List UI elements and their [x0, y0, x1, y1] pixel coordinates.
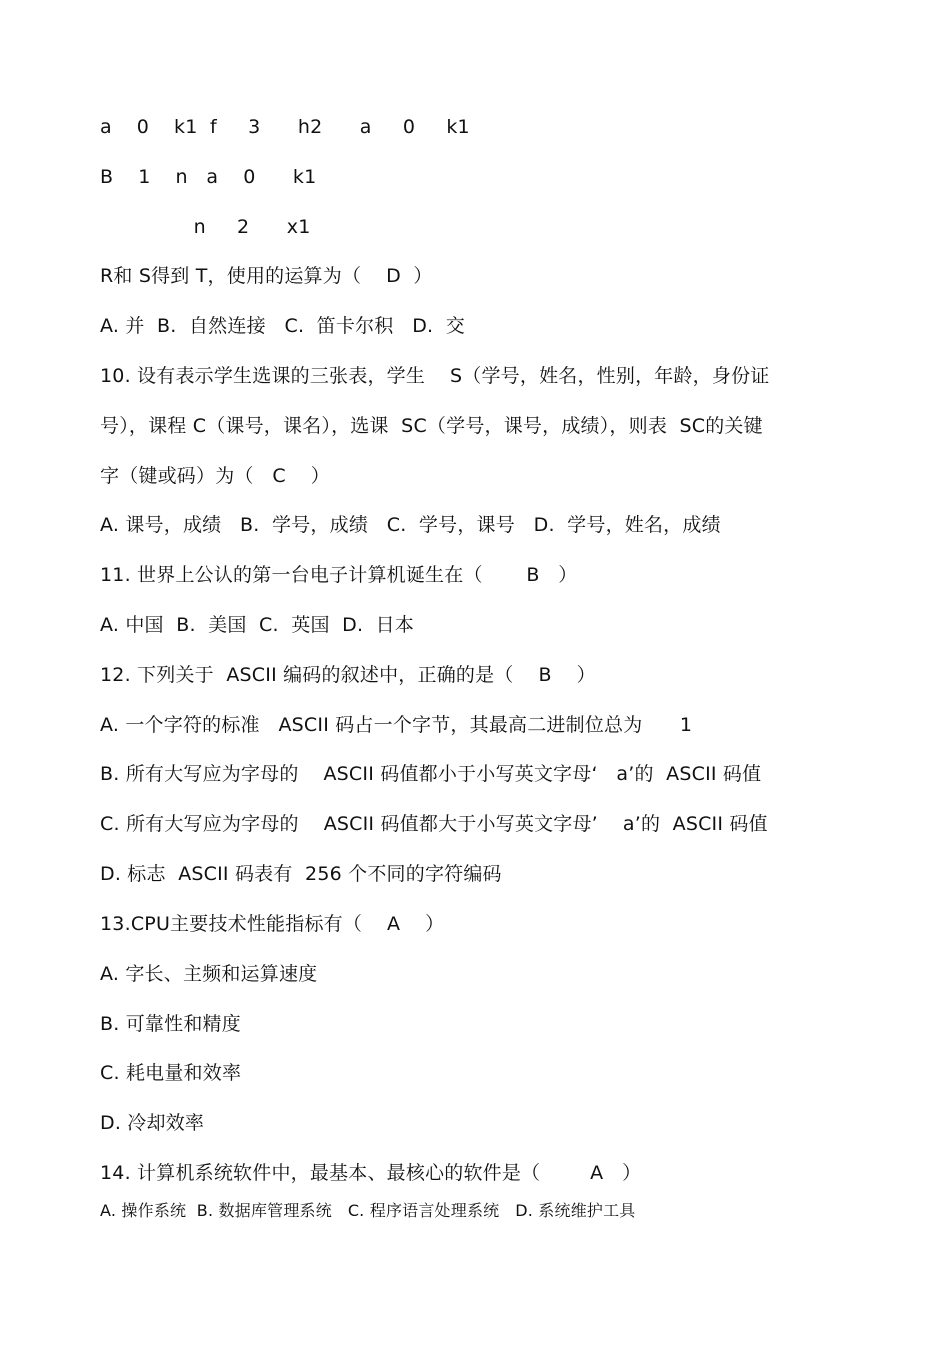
- answer-option: B. 所有大写应为字母的 ASCII 码值都小于小写英文字母‘ a’的 ASCII 码值: [100, 763, 762, 785]
- answer-options: A. 并 B. 自然连接 C. 笛卡尔积 D. 交: [100, 315, 465, 337]
- answer-option: A. 一个字符的标准 ASCII 码占一个字节，其最高二进制位总为 1: [100, 714, 693, 736]
- answer-option: D. 冷却效率: [100, 1112, 205, 1134]
- answer-option: A. 字长、主频和运算速度: [100, 963, 318, 985]
- answer-options: A. 课号，成绩 B. 学号，成绩 C. 学号，课号 D. 学号，姓名，成绩: [100, 514, 721, 536]
- question-text: 12. 下列关于 ASCII 编码的叙述中，正确的是（ B ）: [100, 664, 596, 686]
- question-text: 号），课程 C（课号，课名），选课 SC（学号，课号，成绩），则表 SC的关键: [100, 415, 763, 437]
- answer-option: B. 可靠性和精度: [100, 1013, 241, 1035]
- question-text: 13.CPU主要技术性能指标有（ A ）: [100, 913, 445, 935]
- question-text: R和 S得到 T，使用的运算为（ D ）: [100, 265, 433, 287]
- question-text: 10. 设有表示学生选课的三张表，学生 S（学号，姓名，性别，年龄，身份证: [100, 365, 770, 387]
- question-text: 11. 世界上公认的第一台电子计算机诞生在（ B ）: [100, 564, 578, 586]
- text-line: n 2 x1: [100, 216, 311, 238]
- text-line: B 1 n a 0 k1: [100, 166, 317, 188]
- text-line: a 0 k1 f 3 h2 a 0 k1: [100, 116, 470, 138]
- question-text: 14. 计算机系统软件中，最基本、最核心的软件是（ A ）: [100, 1162, 642, 1184]
- question-text: 字（键或码）为（ C ）: [100, 465, 330, 487]
- answer-option: C. 所有大写应为字母的 ASCII 码值都大于小写英文字母’ a’的 ASCII 码值: [100, 813, 768, 835]
- answer-option: D. 标志 ASCII 码表有 256 个不同的字符编码: [100, 863, 502, 885]
- answer-options: A. 中国 B. 美国 C. 英国 D. 日本: [100, 614, 415, 636]
- answer-options: A. 操作系统 B. 数据库管理系统 C. 程序语言处理系统 D. 系统维护工具: [100, 1201, 636, 1220]
- answer-option: C. 耗电量和效率: [100, 1062, 242, 1084]
